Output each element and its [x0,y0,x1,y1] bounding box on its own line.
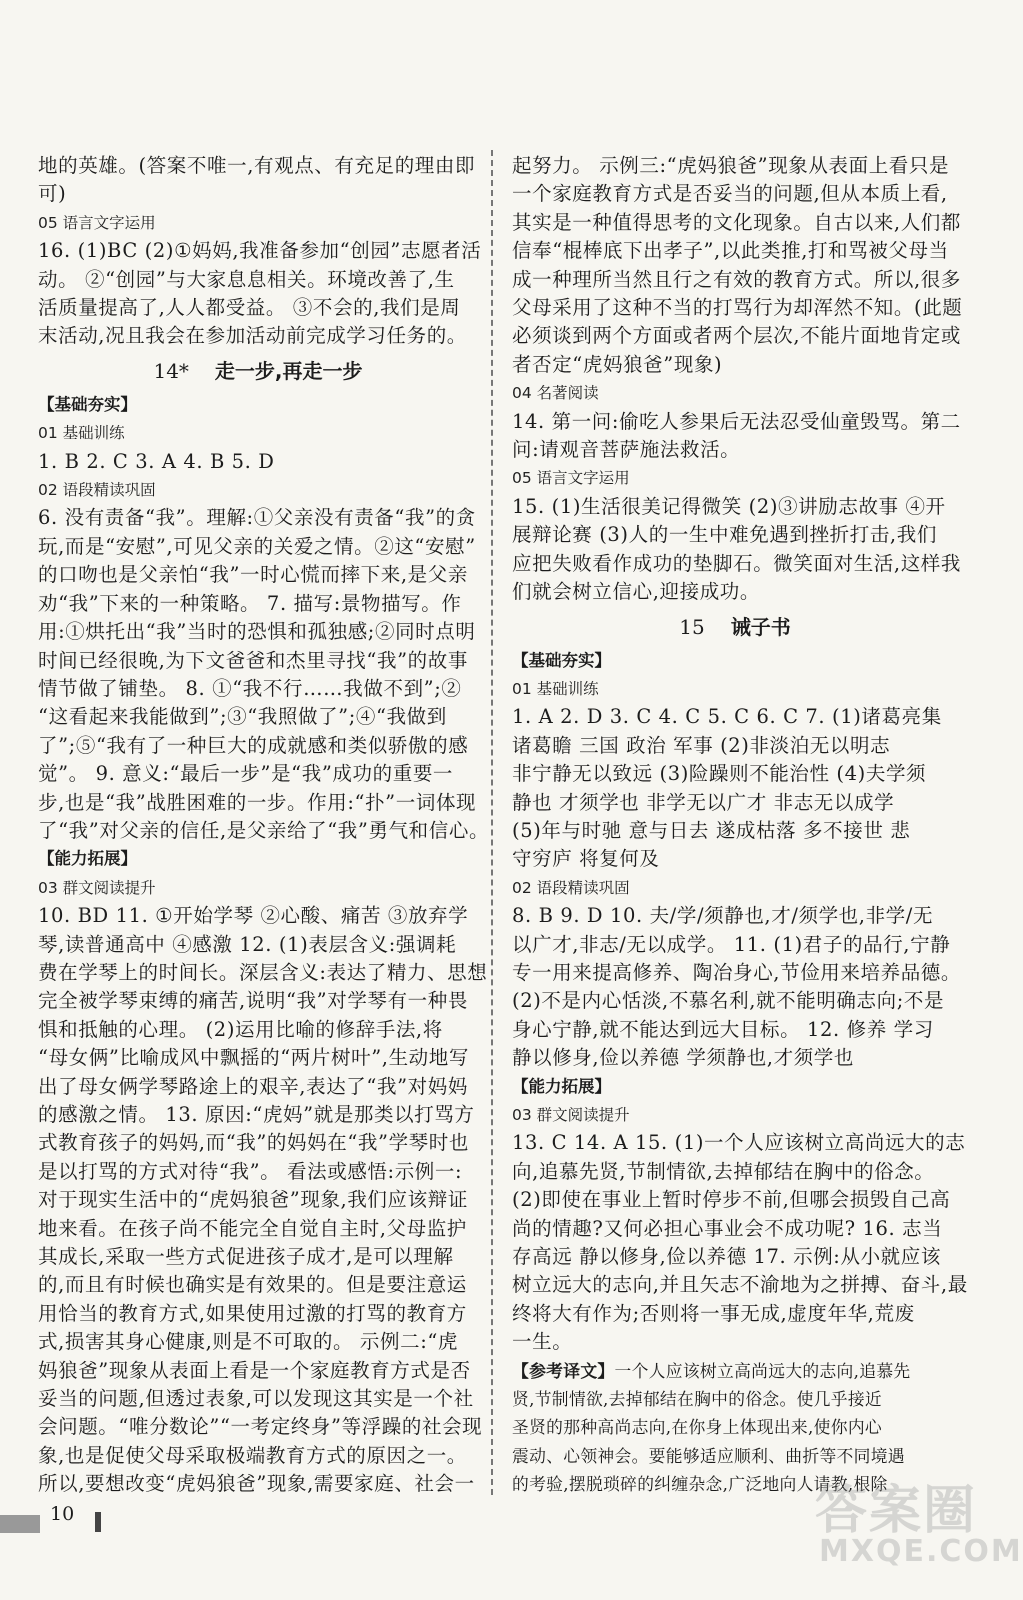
lesson-title [38,351,478,391]
section-label: 05 语言文字运用 [38,213,156,232]
text-line: 诸葛瞻 三国 政治 军事 (2)非淡泊无以明志 [512,733,891,757]
text-line: 14. 第一问:偷吃人参果后无法忍受仙童毁骂。第二 [512,409,961,433]
text-line: 的感激之情。 13. 原因:“虎妈”就是那类以打骂方 [38,1103,475,1126]
page-number-bar [0,1515,40,1533]
text-line: 的考验,摆脱琐碎的纠缠杂念,广泛地向人请教,根除 [512,1474,888,1495]
text-line: 对于现实生活中的“虎妈狼爸”现象,我们应该辩证 [38,1188,468,1212]
text-line: 玩,而是“安慰”,可见父亲的关爱之情。②这“安慰” [38,534,476,558]
text-line: 1. A 2. D 3. C 4. C 5. C 6. C 7. (1)诸葛亮集 [512,705,942,729]
text-line: 专一用来提高修养、陶冶身心,节俭用来培养品德。 [512,960,961,984]
text-line: 一个人应该树立高尚远大的志向,追慕先 [614,1360,911,1381]
section-label: 01 基础训练 [512,679,599,698]
text-line: 非宁静无以致远 (3)险躁则不能治性 (4)夫学须 [512,762,927,786]
answers-6-9 [38,504,490,845]
text-line: “母女俩”比喻成风中飘摇的“两片树叶”,生动地写 [38,1046,469,1070]
answers-1-7 [512,703,958,873]
text-line: 的,而且有时候也确实是有效果的。但是要注意运 [38,1273,467,1297]
text-line: 会问题。“唯分数论”“一考定终身”等浮躁的社会现 [38,1415,483,1439]
text-line: 末活动,况且我会在参加活动前完成学习任务的。 [38,324,467,348]
text-line: 琴,读普通高中 ④感激 12. (1)表层含义:强调耗 [38,932,457,956]
reference-label: 【参考译文】 [512,1360,615,1381]
text-line: 13. C 14. A 15. (1)一个人应该树立高尚远大的志 [512,1131,966,1155]
section-label: 05 语言文字运用 [512,469,630,488]
section-label: 02 语段精读巩固 [512,878,630,897]
right-column [512,152,968,1499]
text-line: 终将大有作为;否则将一事无成,虚度年华,荒废 [512,1301,915,1325]
text-line: 地的英雄。(答案不唯一,有观点、有充足的理由即 [38,154,476,177]
section-label: 03 群文阅读提升 [38,878,156,897]
text-line: 16. (1)BC (2)①妈妈,我准备参加“创园”志愿者活 [38,239,482,263]
section-label: 02 语段精读巩固 [38,481,156,500]
text-line: 用:①烘托出“我”当时的恐惧和孤独感;②同时点明 [38,620,476,644]
text-line: 展辩论赛 (3)人的一生中难免遇到挫折打击,我们 [512,523,937,547]
column-divider [491,150,493,1495]
watermark-logo-url: MXQE.COM [819,1534,1023,1569]
watermark-logo-text: 答案圈 [815,1481,978,1541]
text-line: “这看起来我能做到”;③“我照做了”;④“我做到 [38,705,447,729]
lesson-number: 15 [679,614,705,639]
text-line: 父母采用了这种不当的打骂行为却浑然不知。(此题 [512,296,963,320]
answer-1-5: 1. B 2. C 3. A 4. B 5. D [38,449,275,473]
text-line: 惧和抵触的心理。 (2)运用比喻的修辞手法,将 [38,1017,443,1041]
text-line: 其成长,采取一些方式促进孩子成才,是可以理解 [38,1245,454,1269]
text-line: 一个家庭教育方式是否妥当的问题,但从本质上看, [512,182,948,206]
text-line: 静也 才须学也 非学无以广才 非志无以成学 [512,790,895,814]
text-line: 一生。 [512,1330,573,1354]
text-line: 守穷庐 将复何及 [512,847,660,871]
text-line: 其实是一种值得思考的文化现象。自古以来,人们都 [512,210,961,234]
text-line: 用恰当的教育方式,如果使用过激的打骂的教育方 [38,1301,467,1325]
text-line: 6. 没有责备“我”。理解:①父亲没有责备“我”的贪 [38,506,476,530]
lesson-title [512,607,958,647]
section-label: 01 基础训练 [38,424,125,443]
continuation-text [38,152,478,209]
text-line: 所以,要想改变“虎妈狼爸”现象,需要家庭、社会一 [38,1472,475,1496]
lesson-name: 诫子书 [730,614,791,639]
text-line: (2)即使在事业上暂时停步不前,但哪会损毁自己高 [512,1188,951,1212]
text-line: 情节做了铺垫。 8. ①“我不行……我做不到”;② [38,676,462,700]
text-line: (5)年与时驰 意与日去 遂成枯落 多不接世 悲 [512,818,911,842]
answers-13-17 [512,1129,968,1356]
text-line: 应把失败看作成功的垫脚石。微笑面对生活,这样我 [512,551,961,575]
section-heading: 【基础夯实】 [38,394,137,414]
text-line: 以广才,非志/无以成学。 11. (1)君子的品行,宁静 [512,932,951,956]
text-line: 了“我”对父亲的信任,是父亲给了“我”勇气和信心。 [38,818,490,842]
text-line: 贤,节制情欲,去掉郁结在胸中的俗念。使几乎接近 [512,1389,882,1410]
answer-14 [512,408,961,465]
section-label: 03 群文阅读提升 [512,1106,630,1124]
answer-15 [512,493,961,607]
text-line: 步,也是“我”战胜困难的一步。作用:“扑”一词体现 [38,790,477,814]
text-line: 的口吻也是父亲怕“我”一时心慌而摔下来,是父亲 [38,563,468,587]
page-number: 10 [50,1503,75,1525]
text-line: (2)不是内心恬淡,不慕名利,就不能明确志向;不是 [512,989,945,1013]
answers-10-13 [38,902,488,1499]
text-line: 向,追慕先贤,节制情欲,去掉郁结在胸中的俗念。 [512,1159,935,1183]
text-line: 信奉“棍棒底下出孝子”,以此类推,打和骂被父母当 [512,239,949,263]
text-line: 地来看。在孩子尚不能完全自觉自主时,父母监护 [38,1216,467,1240]
text-line: 劝“我”下来的一种策略。 7. 描写:景物描写。作 [38,591,462,615]
text-line: 出了母女俩学琴路途上的艰辛,表达了“我”对妈妈 [38,1074,468,1098]
text-line: 15. (1)生活很美记得微笑 (2)③讲励志故事 ④开 [512,494,946,518]
page-marker [95,1512,101,1532]
text-line: 时间已经很晚,为下文爸爸和杰里寻找“我”的故事 [38,648,468,672]
answer-16 [38,237,482,351]
text-line: 们就会树立信心,迎接成功。 [512,580,760,604]
text-line: 8. B 9. D 10. 夫/学/须静也,才/须学也,非学/无 [512,904,934,928]
section-heading: 【能力拓展】 [38,849,137,869]
section-label: 04 名著阅读 [512,384,599,403]
text-line: 必须谈到两个方面或者两个层次,不能片面地肯定或 [512,324,961,348]
text-line: 式,损害其身心健康,则是不可取的。 示例二:“虎 [38,1330,459,1354]
text-line: 完全被学琴束缚的痛苦,说明“我”对学琴有一种畏 [38,989,468,1013]
text-line: 妈狼爸”现象从表面上看是一个家庭教育方式是否 [38,1358,471,1382]
text-line: 式教育孩子的妈妈,而“我”的妈妈在“我”学琴时也 [38,1131,469,1155]
text-line: 成一种理所当然且行之有效的教育方式。所以,很多 [512,267,961,291]
text-line: 是以打骂的方式对待“我”。 看法或感悟:示例一: [38,1159,463,1183]
text-line: 了”;⑤“我有了一种巨大的成就感和类似骄傲的感 [38,733,469,757]
text-line: 动。 ②“创园”与大家息息相关。环境改善了,生 [38,267,455,291]
text-line: 觉”。 9. 意义:“最后一步”是“我”成功的重要一 [38,762,454,786]
section-heading: 【基础夯实】 [512,650,611,670]
text-line: 静以修身,俭以养德 学须静也,才须学也 [512,1046,854,1070]
lesson-number: 14* [153,358,189,383]
text-line: 震动、心领神会。要能够适应顺利、曲折等不同境遇 [512,1445,905,1466]
text-line: 问:请观音菩萨施法救活。 [512,438,741,462]
text-line: 可) [38,182,67,206]
text-line: 尚的情趣?又何必担心事业会不成功呢? 16. 志当 [512,1216,943,1240]
watermark-logo [815,1468,1023,1578]
text-line: 活质量提高了,人人都受益。 ③不会的,我们是周 [38,296,461,320]
text-line: 起努力。 示例三:“虎妈狼爸”现象从表面上看只是 [512,154,950,177]
text-line: 妥当的问题,但透过表象,可以发现这其实是一个社 [38,1387,474,1411]
answers-8-12 [512,902,961,1072]
left-column [38,152,490,1499]
text-line: 10. BD 11. ①开始学琴 ②心酸、痛苦 ③放弃学 [38,904,469,928]
lesson-name: 走一步,再走一步 [214,358,363,383]
text-line: 者否定“虎妈狼爸”现象) [512,352,723,376]
text-line: 费在学琴上的时间长。深层含义:表达了精力、思想 [38,960,488,984]
text-line: 象,也是促使父母采取极端教育方式的原因之一。 [38,1443,467,1467]
text-line: 树立远大的志向,并且矢志不渝地为之拼搏、奋斗,最 [512,1273,968,1297]
section-heading: 【能力拓展】 [512,1076,611,1096]
text-line: 身心宁静,就不能达到远大目标。 12. 修养 学习 [512,1017,934,1041]
continuation-text [512,152,963,379]
text-line: 存高远 静以修身,俭以养德 17. 示例:从小就应该 [512,1245,941,1269]
text-line: 圣贤的那种高尚志向,在你身上体现出来,使你内心 [512,1417,882,1438]
